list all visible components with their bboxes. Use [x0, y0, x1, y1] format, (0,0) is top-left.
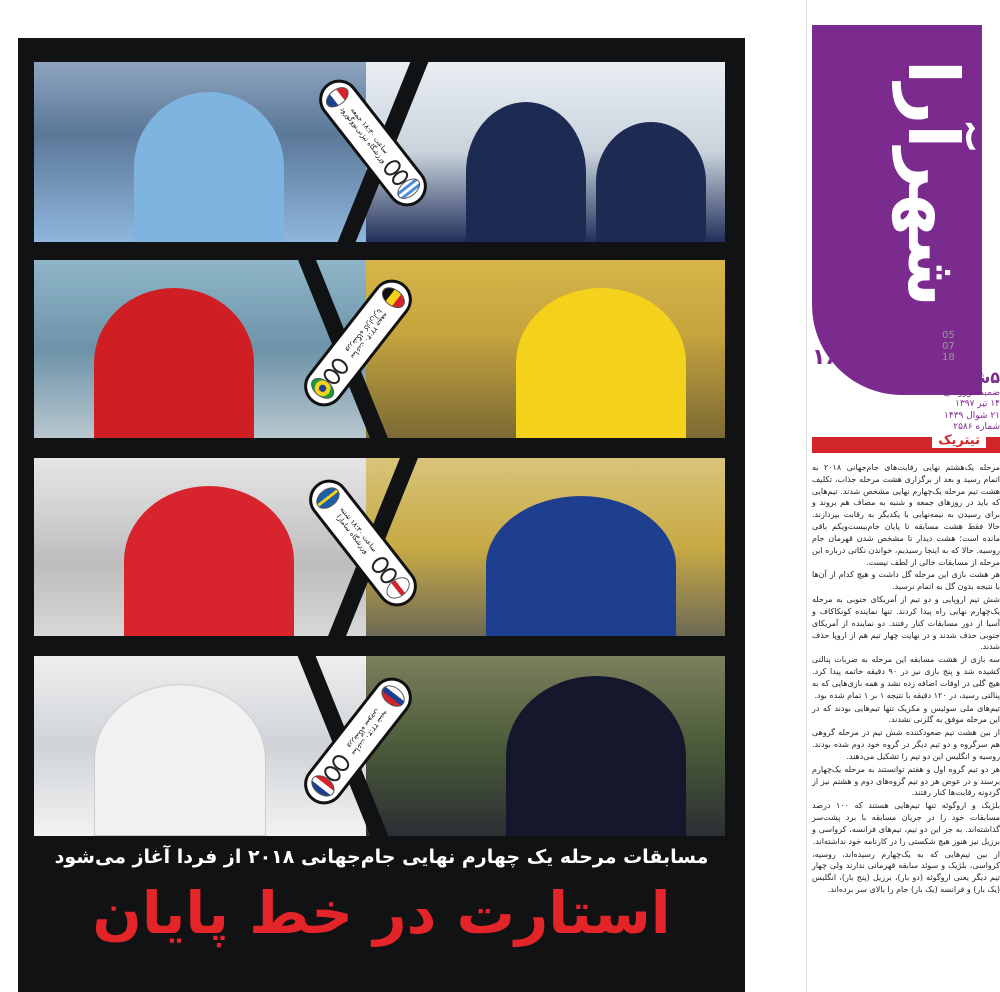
masthead-date-en: 05 07 18: [942, 330, 955, 363]
france-player-1: [466, 102, 586, 242]
uruguay-player: [134, 92, 284, 242]
article-paragraph: هر دو تیم گروه اول و هفتم توانستند به مرحله یک‌چهارم برسند و در عوض هر دو تیم گروه‌های دوم و هشتم نیز از گردونه رقابت‌ها کنار رفتند.: [812, 764, 1000, 798]
croatia-player-photo: [366, 656, 725, 836]
date-line: ۱۴ تیر ۱۳۹۷: [955, 399, 1000, 410]
masthead-date-lines: [943, 388, 1000, 433]
brazil-player-photo: [366, 260, 725, 438]
russia-player: [94, 684, 266, 836]
france-players-photo: [366, 62, 725, 242]
belgium-player: [94, 288, 254, 438]
article-paragraph: هر هشت بازی این مرحله گل داشت و هیچ کدام از آن‌ها با نتیجه بدون گل به اتمام نرسید.: [812, 570, 1000, 592]
article-paragraph: از بین هشت تیم صعودکننده شش تیم در مرحله گروهی هم سرگروه و دو تیم دیگر در گروه خود دوم شده بودند. روسیه و انگلیس این دو تیم را تشکیل می‌دهند.: [812, 728, 1000, 761]
front-page-poster: [18, 38, 745, 992]
match-info: ساعت ۲۲:۳۰ جمعه ورزشگاه کازان‌آرنا: [344, 307, 391, 361]
date-line: ۲۱ شوال ۱۴۳۹: [944, 410, 1000, 421]
masthead-logo: شهرآرا: [892, 60, 974, 307]
england-player: [124, 486, 294, 636]
issue-badge: ۱۶۵: [812, 345, 853, 370]
date-line: ضمیمه ورزشی: [943, 388, 1000, 398]
article-paragraph: از بین تیم‌هایی که به یک‌چهارم رسیده‌اند، روسیه، کرواسی، بلژیک و سوئد سابقه قهرمانی ندارند ولی چهار تیم دیگر یعنی اروگوئه (دو بار)، برزیل (پنج بار)، انگلیس (یک بار) و فرانسه (یک بار) جام را بالای سر برده‌اند.: [812, 849, 1000, 894]
france-player-2: [596, 122, 706, 242]
headline-subtitle: مسابقات مرحله یک چهارم نهایی جام‌جهانی ۲۰۱۸ از فردا آغاز می‌شود: [54, 846, 709, 868]
date-line: شماره ۲۵۸۶: [953, 421, 1000, 432]
match-info: ساعت ۲۲:۳۰ شنبه ورزشگاه سوچی: [346, 707, 390, 758]
article-paragraph: بلژیک و اروگوئه تنها تیم‌هایی هستند که ۱۰۰ درصد مسابقات خود را در جریان مسابقه با برد پشت‌سر گذاشته‌اند. به جز این دو تیم، تیم‌های فرانسه، کرواسی و برزیل نیز هنوز هیچ شکستی را در کارنامه خود نداشته‌اند.: [812, 801, 1000, 846]
article-paragraph: شش تیم اروپایی و دو تیم از آمریکای جنوبی به مرحله یک‌چهارم نهایی راه پیدا کردند. تنها نماینده کونکاکاف و آسیا از دور مسابقات کنار رفتند. دو نماینده از آمریکای جنوبی حذف شدند و در نهایت چهار تیم هم از اروپا حذف شدند.: [812, 595, 1000, 652]
section-title: تیتریک: [932, 433, 986, 448]
match-info: ساعت ۱۸:۳۰ شنبه ورزشگاه سامارا: [334, 505, 379, 556]
article-paragraph: تیم‌های ملی سوئیس و مکزیک تنها تیم‌هایی بودند که در این مرحله موفق به گلزنی نشدند.: [812, 703, 1000, 725]
match-info: ساعت ۱۸:۳۰ جمعه ورزشگاه نیژنی‌نووگورود: [338, 105, 390, 165]
brazil-player: [516, 288, 686, 438]
right-column: [812, 0, 1000, 992]
article-paragraph: سه بازی از هشت مسابقه این مرحله به ضربات پنالتی کشیده شد و پنج بازی نیز در ۹۰ دقیقه خاتمه پیدا کرد. هیچ گلی در اوقات اضافه زده نشد و همه بازی‌هایی که به پنالتی رسید، در ۱۲۰ دقیقه با نتیجه ۱ بر ۱ تمام شده بود.: [812, 655, 1000, 700]
masthead-day: ۵شنبه: [951, 368, 1000, 387]
croatia-player: [506, 676, 686, 836]
sweden-player-photo: [366, 458, 725, 636]
column-divider: [806, 0, 807, 992]
article-body: [812, 462, 1000, 897]
headline-title: استارت در خط پایان: [92, 879, 671, 947]
article-paragraph: مرحله یک‌هشتم نهایی رقابت‌های جام‌جهانی ۲۰۱۸ به اتمام رسید و بعد از برگزاری هشت مرحله جذاب، تکلیف هشت تیم مرحله یک‌چهارم نهایی مشخص شدند. تیم‌هایی که باید در روزهای جمعه و شنبه به مصاف هم بروند و برای رسیدن به نیمه‌نهایی با یکدیگر به رقابت بپردازند. حالا فقط هشت مسابقه تا پایان جام‌بیست‌ویکم باقی مانده است؛ هشت دیدار تا مشخص شدن قهرمان جام روسیه. حالا که به اینجا رسیدیم، خواندن نکاتی درباره این مرحله از مسابقات خالی از لطف نیست.: [812, 463, 1000, 567]
sweden-player: [486, 496, 676, 636]
